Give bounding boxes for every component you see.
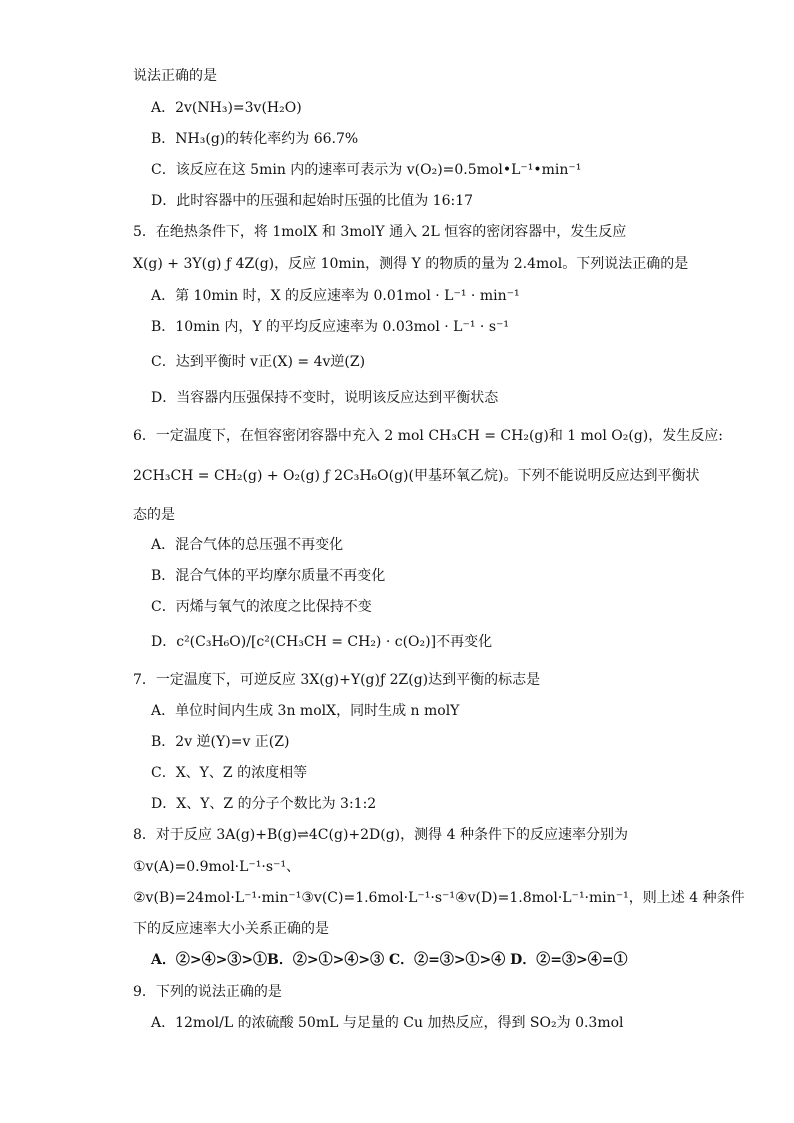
text-line: 说法正确的是 [133, 68, 217, 84]
question-line: 下的反应速率大小关系正确的是 [133, 921, 329, 937]
question-line: 9．下列的说法正确的是 [133, 984, 282, 1000]
question-line: 8．对于反应 3A(g)+B(g)⇌4C(g)+2D(g)，测得 4 种条件下的反应速率分别为 [133, 827, 628, 843]
question-line: 6．一定温度下，在恒容密闭容器中充入 2 mol CH₃CH = CH₂(g)和 1 mol O₂(g)，发生反应: [133, 428, 723, 444]
question-line: ②v(B)=24mol·L⁻¹·min⁻¹③v(C)=1.6mol·L⁻¹·s⁻¹④v(D)=1.8mol·L⁻¹·min⁻¹，则上述 4 种条件 [133, 890, 745, 906]
question-line: 7．一定温度下，可逆反应 3X(g)+Y(g)ƒ 2Z(g)达到平衡的标志是 [133, 672, 541, 688]
question-line: 2CH₃CH = CH₂(g) + O₂(g) ƒ 2C₃H₆O(g)(甲基环氧乙烷)。下列不能说明反应达到平衡状 [133, 468, 700, 484]
option-line: C．该反应在这 5min 内的速率可表示为 v(O₂)=0.5mol•L⁻¹•min⁻¹ [151, 162, 582, 178]
option-line: A．混合气体的总压强不再变化 [151, 537, 344, 553]
option-line: B．10min 内，Y 的平均反应速率为 0.03mol · L⁻¹ · s⁻¹ [151, 319, 510, 335]
option-line: A．第 10min 时，X 的反应速率为 0.01mol · L⁻¹ · min⁻¹ [151, 288, 520, 304]
option-line: A．12mol/L 的浓硫酸 50mL 与足量的 Cu 加热反应，得到 SO₂为 0.3mol [151, 1015, 624, 1031]
option-line: D．此时容器中的压强和起始时压强的比值为 16:17 [151, 193, 474, 209]
option-line: C．X、Y、Z 的浓度相等 [151, 765, 308, 781]
question-line: X(g) + 3Y(g) ƒ 4Z(g)，反应 10min，测得 Y 的物质的量为 2.4mol。下列说法正确的是 [133, 256, 689, 272]
option-line: C．丙烯与氧气的浓度之比保持不变 [151, 599, 372, 615]
option-line: A．单位时间内生成 3n molX，同时生成 n molY [151, 703, 460, 719]
option-line: D．X、Y、Z 的分子个数比为 3:1:2 [151, 796, 377, 812]
option-line: D．当容器内压强保持不变时，说明该反应达到平衡状态 [151, 390, 499, 406]
question-line: 态的是 [133, 507, 175, 523]
option-line: B．混合气体的平均摩尔质量不再变化 [151, 568, 386, 584]
option-line: B．NH₃(g)的转化率约为 66.7% [151, 131, 359, 147]
option-line: A．②>④>③>①B．②>①>④>③ C．②=③>①>④ D．②=③>④=① [151, 952, 628, 968]
question-line: 5．在绝热条件下，将 1molX 和 3molY 通入 2L 恒容的密闭容器中，发生反应 [133, 224, 627, 240]
option-line: C．达到平衡时 v正(X) = 4v逆(Z) [151, 354, 366, 370]
question-line: ①v(A)=0.9mol·L⁻¹·s⁻¹、 [133, 859, 301, 875]
option-line: A．2v(NH₃)=3v(H₂O) [151, 100, 302, 116]
option-line: D．c²(C₃H₆O)/[c²(CH₃CH = CH₂) · c(O₂)]不再变化 [151, 634, 493, 650]
option-line: B．2v 逆(Y)=v 正(Z) [151, 734, 290, 750]
